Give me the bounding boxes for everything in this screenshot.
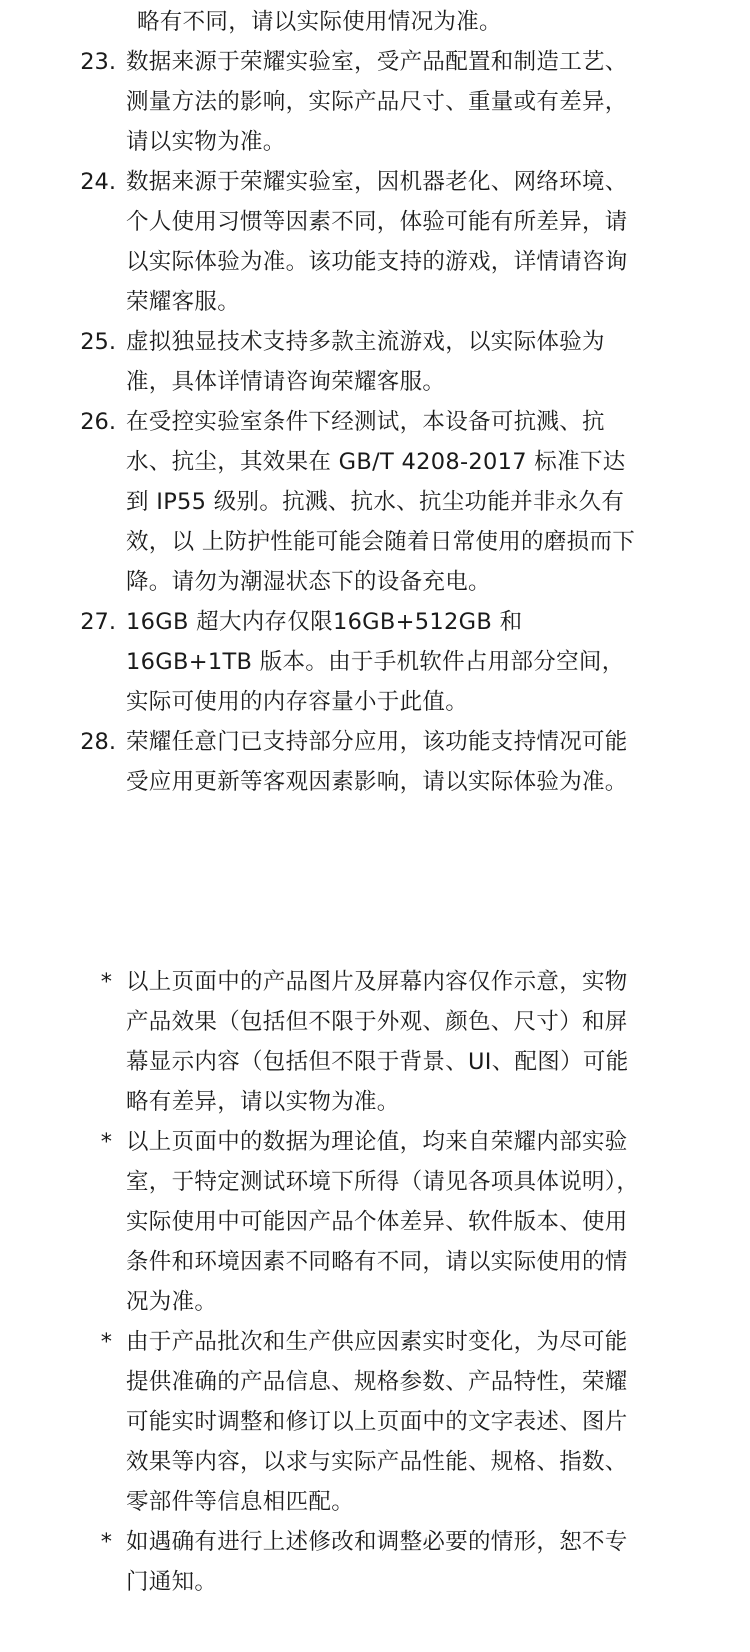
note-item [0, 42, 750, 162]
note-number: 23. [80, 49, 116, 75]
disclaimer-text: 由于产品批次和生产供应因素实时变化，为尽可能提供准确的产品信息、规格参数、产品特性，荣耀可能实时调整和修订以上页面中的文字表述、图片效果等内容，以求与实际产品性能、规格、指数、零部件等信息相匹配。 [126, 1329, 628, 1515]
numbered-notes-list [0, 42, 750, 802]
note-text: 荣耀任意门已支持部分应用，该功能支持情况可能受应用更新等客观因素影响，请以实际体验为准。 [126, 729, 628, 795]
asterisk-marker: * [100, 969, 112, 995]
note-text: 16GB 超大内存仅限16GB+512GB 和16GB+1TB 版本。由于手机软件占用部分空间，实际可使用的内存容量小于此值。 [126, 609, 625, 715]
disclaimer-item [0, 1122, 750, 1322]
note-number: 28. [80, 729, 116, 755]
note-number: 25. [80, 329, 116, 355]
disclaimer-text: 如遇确有进行上述修改和调整必要的情形，恕不专门通知。 [126, 1529, 628, 1595]
note-item [0, 722, 750, 802]
asterisk-marker: * [100, 1129, 112, 1155]
disclaimer-item [0, 1522, 750, 1602]
note-item [0, 402, 750, 602]
disclaimer-list [0, 962, 750, 1602]
note-text: 数据来源于荣耀实验室，受产品配置和制造工艺、测量方法的影响，实际产品尺寸、重量或有差异，请以实物为准。 [126, 49, 628, 155]
note-text: 在受控实验室条件下经测试，本设备可抗溅、抗水、抗尘，其效果在 GB/T 4208-2017 标准下达到 IP55 级别。抗溅、抗水、抗尘功能并非永久有效，以 上防护性能可能会随着日常使用的磨损而下降。请勿为潮湿状态下的设备充电。 [126, 409, 636, 595]
asterisk-marker: * [100, 1529, 112, 1555]
note-number: 24. [80, 169, 116, 195]
disclaimer-text: 以上页面中的产品图片及屏幕内容仅作示意，实物产品效果（包括但不限于外观、颜色、尺寸）和屏幕显示内容（包括但不限于背景、UI、配图）可能略有差异，请以实物为准。 [126, 969, 629, 1115]
note-number: 27. [80, 609, 116, 635]
note-text: 虚拟独显技术支持多款主流游戏，以实际体验为准，具体详情请咨询荣耀客服。 [126, 329, 605, 395]
note-number: 26. [80, 409, 116, 435]
disclaimer-text: 以上页面中的数据为理论值，均来自荣耀内部实验室，于特定测试环境下所得（请见各项具体说明），实际使用中可能因产品个体差异、软件版本、使用条件和环境因素不同略有不同，请以实际使用的情况为准。 [126, 1129, 640, 1315]
disclaimer-item [0, 1322, 750, 1522]
note-item [0, 322, 750, 402]
asterisk-marker: * [100, 1329, 112, 1355]
continued-note-text: 略有不同，请以实际使用情况为准。 [137, 9, 502, 35]
note-text: 数据来源于荣耀实验室，因机器老化、网络环境、个人使用习惯等因素不同，体验可能有所差异，请以实际体验为准。该功能支持的游戏，详情请咨询荣耀客服。 [126, 169, 628, 315]
disclaimer-item [0, 962, 750, 1122]
note-item [0, 602, 750, 722]
note-item [0, 162, 750, 322]
